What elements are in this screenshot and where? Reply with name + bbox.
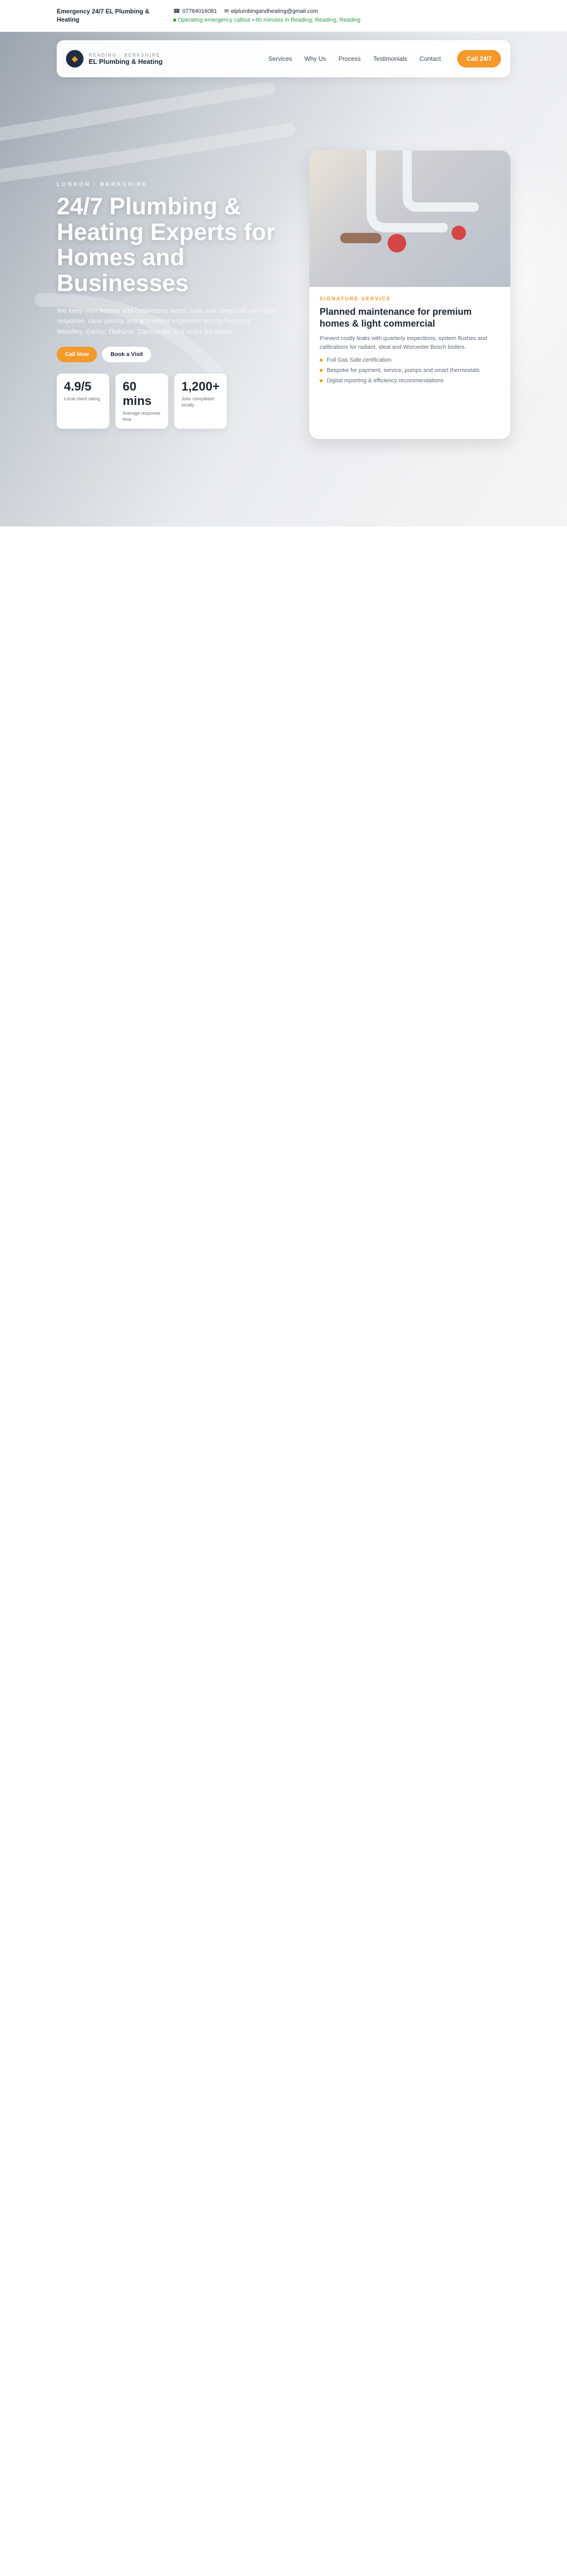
top-bar [0, 0, 567, 32]
hero-eyebrow: LONDON · BERKSHIRE [57, 181, 148, 188]
bullet-icon [320, 379, 323, 382]
topbar-contact [173, 7, 360, 24]
stat-rating: 4.9/5 Local client rating [57, 374, 109, 429]
nav-link-contact[interactable]: Contact [419, 55, 441, 62]
nav-link-testimonials[interactable]: Testimonials [373, 55, 407, 62]
topbar-brand: Emergency 24/7 EL Plumbing & Heating [57, 7, 149, 23]
stat-response-time: 60 mins Average response time [115, 374, 168, 429]
signature-service-card [309, 150, 510, 439]
hero-description: We keep your homes and businesses warm, safe and compliant with rapid response, clear pricing and accredited engineers across Reading, Woodley, Earley, Tilehurst, Caversham and wider Berkshire. [57, 306, 277, 336]
bullet-icon [320, 359, 323, 362]
availability-text: Operating emergency callout • 60 minutes in Reading, Reading, Reading [178, 16, 361, 23]
call-now-button[interactable]: Call Now [57, 347, 97, 362]
hero-section [0, 32, 567, 527]
nav-link-why-us[interactable]: Why Us [304, 55, 326, 62]
stat-jobs: 1,200+ Jobs completed locally [174, 374, 227, 429]
signature-eyebrow: SIGNATURE SERVICE [320, 296, 391, 302]
hero-title: 24/7 Plumbing & Heating Experts for Homes and Businesses [57, 193, 276, 297]
signature-description: Prevent costly leaks with quarterly inspections, system flushes and calibrations for radiant, ideal and Worcester Bosch boilers. [320, 335, 487, 351]
signature-bullet: Full Gas Safe certification [320, 357, 500, 363]
main-navbar [57, 40, 510, 77]
signature-service-content [309, 287, 510, 393]
phone-link[interactable]: ☎ 07784016081 [173, 8, 217, 14]
email-link[interactable]: ✉ elplumbingandheating@gmail.com [224, 8, 319, 14]
signature-bullet: Bespoke for payment, service, pumps and smart thermostats [320, 367, 500, 374]
nav-links [269, 55, 441, 62]
signature-title: Planned maintenance for premium homes & light commercial [320, 307, 472, 329]
hero-ctas [57, 347, 294, 362]
page-remainder [0, 527, 567, 2576]
logo-icon: ◆ [66, 50, 84, 67]
nav-link-services[interactable]: Services [268, 55, 292, 62]
hero-content [57, 181, 294, 429]
signature-bullets [320, 357, 500, 384]
service-photo [309, 150, 510, 287]
pipe-photo-illustration [309, 150, 510, 287]
hero-stats [57, 374, 294, 429]
book-visit-button[interactable]: Book a Visit [102, 347, 151, 362]
bullet-icon [320, 369, 323, 372]
signature-bullet: Digital reporting & efficiency recommendations [320, 378, 500, 384]
nav-link-process[interactable]: Process [338, 55, 361, 62]
call-24-7-button[interactable]: Call 24/7 [457, 50, 501, 67]
logo-text: READING · BERKSHIRE EL Plumbing & Heating [89, 52, 163, 65]
status-dot-icon [173, 19, 176, 22]
